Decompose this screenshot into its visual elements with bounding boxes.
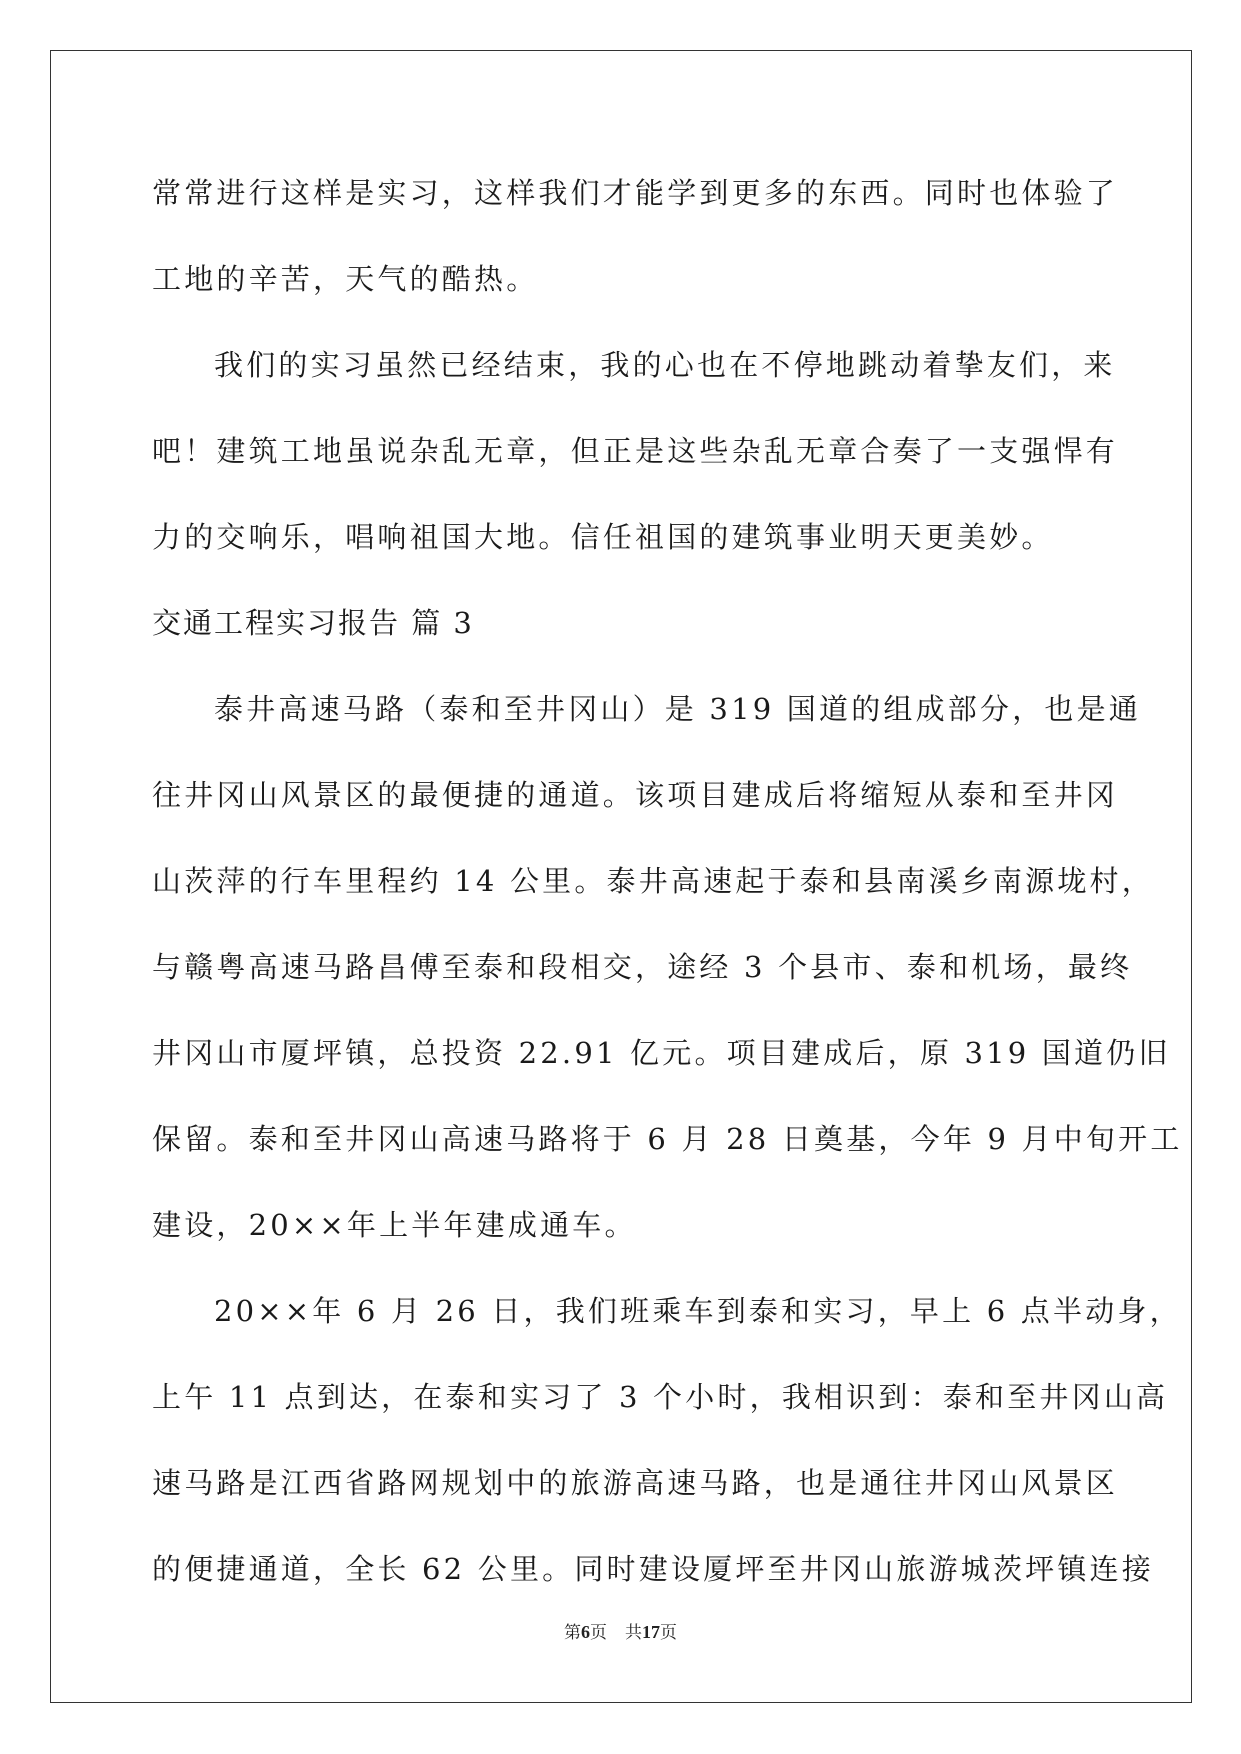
paragraph-line: 工地的辛苦，天气的酷热。 xyxy=(152,262,539,296)
paragraph-line: 速马路是江西省路网规划中的旅游高速马路，也是通往井冈山风景区 xyxy=(152,1466,1119,1500)
paragraph-line: 常常进行这样是实习，这样我们才能学到更多的东西。同时也体验了 xyxy=(152,176,1119,210)
section-heading: 交通工程实习报告 篇 3 xyxy=(152,606,474,640)
paragraph-line: 与赣粤高速马路昌傅至泰和段相交，途经 3 个县市、泰和机场，最终 xyxy=(152,950,1133,984)
paragraph-line: 我们的实习虽然已经结束，我的心也在不停地跳动着挚友们，来 xyxy=(214,348,1116,382)
paragraph-line: 保留。泰和至井冈山高速马路将于 6 月 28 日奠基，今年 9 月中旬开工 xyxy=(152,1122,1183,1156)
paragraph-line: 的便捷通道，全长 62 公里。同时建设厦坪至井冈山旅游城茨坪镇连接 xyxy=(152,1552,1154,1586)
current-page-number: 6 xyxy=(581,1622,590,1642)
paragraph-line: 井冈山市厦坪镇，总投资 22.91 亿元。项目建成后，原 319 国道仍旧 xyxy=(152,1036,1171,1070)
paragraph-line: 山茨萍的行车里程约 14 公里。泰井高速起于泰和县南溪乡南源垅村， xyxy=(152,864,1154,898)
document-body xyxy=(152,150,1183,1612)
footer-page-suffix: 页 xyxy=(590,1623,607,1643)
total-page-number: 17 xyxy=(642,1622,660,1642)
paragraph-line: 往井冈山风景区的最便捷的通道。该项目建成后将缩短从泰和至井冈 xyxy=(152,778,1119,812)
paragraph-line: 泰井高速马路（泰和至井冈山）是 319 国道的组成部分，也是通 xyxy=(214,692,1141,726)
footer-total-prefix: 共 xyxy=(625,1623,642,1643)
paragraph-line: 建设，20××年上半年建成通车。 xyxy=(152,1208,637,1242)
paragraph-line: 力的交响乐，唱响祖国大地。信任祖国的建筑事业明天更美妙。 xyxy=(152,520,1054,554)
paragraph-line: 20××年 6 月 26 日，我们班乘车到泰和实习，早上 6 点半动身， xyxy=(214,1294,1182,1328)
footer-prefix: 第 xyxy=(564,1623,581,1643)
page-footer xyxy=(0,1618,1241,1643)
paragraph-line: 上午 11 点到达，在泰和实习了 3 个小时，我相识到：泰和至井冈山高 xyxy=(152,1380,1169,1414)
footer-total-suffix: 页 xyxy=(660,1623,677,1643)
paragraph-line: 吧！建筑工地虽说杂乱无章，但正是这些杂乱无章合奏了一支强悍有 xyxy=(152,434,1119,468)
